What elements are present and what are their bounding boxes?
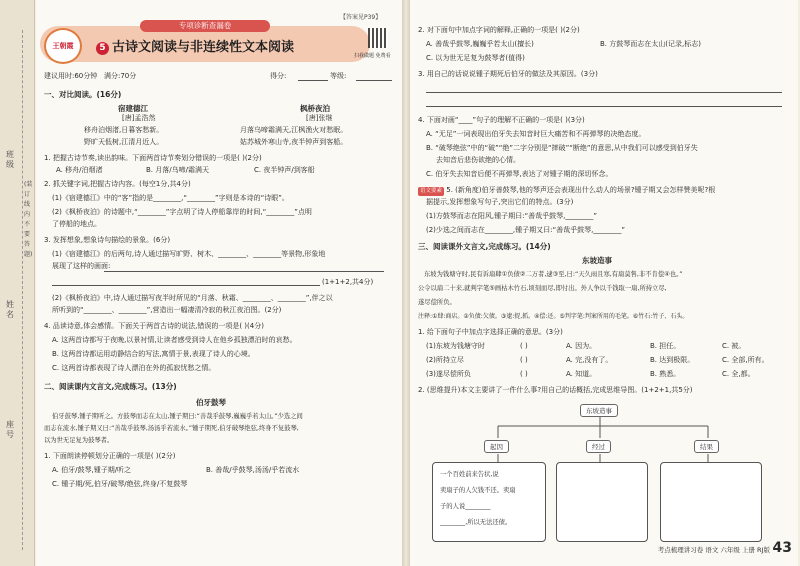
q10-1-b[interactable]: B. 担任。 <box>650 342 681 350</box>
cause-text-2: 卖扇子的人欠钱不还。卖扇 <box>440 487 516 494</box>
gutter-class-label: 班级 <box>6 150 14 169</box>
qr-note: 扫我做题 免费看 <box>354 53 391 59</box>
q8-option-c[interactable]: C. 伯牙失去知音后便不再弹琴,表达了对锺子期的深切怀念。 <box>426 170 613 178</box>
q10-blank2[interactable]: ( ) <box>520 356 528 364</box>
q10-1-c[interactable]: C. 被。 <box>722 342 746 350</box>
unit-number: 5 <box>96 42 109 55</box>
q3-points: (1+1+2,共4分) <box>322 278 374 286</box>
q5-option-b[interactable]: B. 善哉/乎鼓琴,汤汤/乎若流水 <box>206 466 300 474</box>
cause-text-1: 一个百姓前来告状,说 <box>440 471 499 478</box>
story-para2: 而志在流水,锺子期又曰:“善哉乎鼓琴,汤汤乎若流水。”锺子期死,伯牙破琴绝弦,终身不复鼓琴, <box>44 425 299 432</box>
q1-option-a[interactable]: A. 移舟/泊烟渚 <box>56 166 103 174</box>
story-para1: 伯牙鼓琴,锺子期听之。方鼓琴而志在太山,锺子期曰:“善哉乎鼓琴,巍巍乎若太山。”少选之间 <box>52 413 303 420</box>
q6-text: 2. 对下面句中加点字词的解释,正确的一项是( )(2分) <box>418 26 580 34</box>
q3-part1: (1)《宿建德江》的后两句,诗人通过描写旷野、树木、________、________等景物,形象地 <box>52 250 326 258</box>
q10-3-c[interactable]: C. 全,都。 <box>722 370 755 378</box>
section-3-heading: 三、阅读课外文言文,完成练习。(14分) <box>418 242 551 251</box>
q10-item2: (2)所持立尽 <box>426 356 464 364</box>
mind-map-result: 结果 <box>694 440 719 453</box>
q10-text: 1. 给下面句子中加点字选择正确的意思。(3分) <box>418 328 563 336</box>
q5-option-a[interactable]: A. 伯牙/鼓琴,锺子期/听之 <box>52 466 132 474</box>
q8-option-a[interactable]: A. “无足”一词表现出伯牙失去知音时巨大痛苦和不再弹琴的决绝态度。 <box>426 130 646 138</box>
q2-text: 2. 抓关键字词,把握古诗内容。(每空1分,共4分) <box>44 180 191 188</box>
q1-option-b[interactable]: B. 月落/乌啼/霜满天 <box>146 166 209 174</box>
poem2-line2: 姑苏城外寒山寺,夜半钟声到客船。 <box>240 138 348 146</box>
gutter-seat-label: 座号 <box>6 420 14 439</box>
footer-text: 考点梳理讲习卷 语文 六年级 上册 RJ版 <box>657 546 770 554</box>
q4-option-c[interactable]: C. 这两首诗都表现了诗人漂泊在外的孤寂忧愁之情。 <box>52 364 216 372</box>
q10-3-a[interactable]: A. 知道。 <box>566 370 597 378</box>
q9-text-cont: 据提示,发挥想象写句子,突出它们的特点。(3分) <box>426 198 574 206</box>
cause-text-4: ________,所以无法还债。 <box>440 519 512 526</box>
q2-part1: (1)《宿建德江》中的“客”指的是________,“________”字则是本诗的“诗眼”。 <box>52 194 289 202</box>
grade-blank[interactable] <box>356 80 392 81</box>
q10-blank3[interactable]: ( ) <box>520 370 528 378</box>
q1-option-c[interactable]: C. 夜半钟声/到客船 <box>254 166 315 174</box>
page-number: 43 <box>772 540 792 556</box>
q10-2-c[interactable]: C. 全部,所有。 <box>722 356 769 364</box>
q9-part2: (2)少选之间而志在________,锺子期又曰:“善哉乎鼓琴,________” <box>426 226 625 234</box>
cause-text-3: 子的人说________ <box>440 503 491 510</box>
q10-3-b[interactable]: B. 熟悉。 <box>650 370 681 378</box>
poem2-line1: 月落乌啼霜满天,江枫渔火对愁眠。 <box>240 126 348 134</box>
q1-text: 1. 把握古诗节奏,读出韵味。下面两首诗节奏划分错误的一项是( )(2分) <box>44 154 262 162</box>
q4-text: 4. 品读诗意,体会感情。下面关于两首古诗的说法,错误的一项是( )(4分) <box>44 322 264 330</box>
gutter-name-label: 姓名 <box>6 300 14 319</box>
q10-1-a[interactable]: A. 因为。 <box>566 342 597 350</box>
q8-option-b[interactable]: B. “破琴绝弦”中的“破”“绝”二字分别是“摔破”“断绝”的意思,从中我们可以感受到伯牙失 <box>426 144 698 152</box>
section-1-heading: 一、对比阅读。(16分) <box>44 90 122 99</box>
q2-part2-cont: 了停船的地点。 <box>52 220 101 228</box>
q3-text: 3. 发挥想象,想象诗句描绘的景象。(6分) <box>44 236 171 244</box>
footnote: 注释:①肆:商店。②负债:欠债。③逮:捉,抓。④偿:还。⑤判字笔:判案所用的毛笔。⑥竹石:竹子、石头。 <box>418 313 689 320</box>
q10-2-a[interactable]: A. 完,没有了。 <box>566 356 613 364</box>
answer-ref: 【答案见P39】 <box>340 14 382 21</box>
story2-para2: 公令以扇二十来,就判字笔⑤画枯木竹石,顷刻而尽,即付出。外人争以千钱取一扇,所持立尽, <box>418 285 667 292</box>
brand-logo: 王朝霞 <box>44 28 82 64</box>
story-para3: 以为世无足复为鼓琴者。 <box>44 437 114 444</box>
q3-part2-cont: 所听到的“________、________”,营造出一幅凄清冷寂的秋江夜泊图。(2分) <box>52 306 282 314</box>
title-text: 古诗文阅读与非连续性文本阅读 <box>112 40 295 55</box>
q6-option-a[interactable]: A. 善哉乎鼓琴,巍巍乎若太山(擅长) <box>426 40 534 48</box>
section-2-heading: 二、阅读课内文言文,完成练习。(13分) <box>44 382 177 391</box>
q4-option-b[interactable]: B. 这两首诗都运用动静结合的写法,寓情于景,表现了诗人的心境。 <box>52 350 255 358</box>
q9-tag: 语文要素 <box>420 188 443 194</box>
mind-map-process-box[interactable] <box>556 462 648 542</box>
poem2-author: [唐]张继 <box>306 114 333 122</box>
q4-option-a[interactable]: A. 这两首诗都写于夜晚,以景衬情,让读者感受到诗人在他乡孤独漂泊时的哀愁。 <box>52 336 297 344</box>
story2-para1: 东坡为钱塘守时,民有诉扇肆①负债②二万者,逮③至,曰:“天久雨且寒,有扇莫售,非不肯偿④也。” <box>424 271 683 278</box>
q7-text: 3. 用自己的话说说锺子期死后伯牙的做法及其原因。(3分) <box>418 70 598 78</box>
q5-text: 1. 下面朗读停顿划分正确的一项是( )(2分) <box>44 452 176 460</box>
q6-option-c[interactable]: C. 以为世无足复为鼓琴者(值得) <box>426 54 525 62</box>
poem1-line2: 野旷天低树,江清月近人。 <box>84 138 164 146</box>
score-blank[interactable] <box>298 80 328 81</box>
page-fold <box>402 0 410 566</box>
mind-map-process: 经过 <box>586 440 611 453</box>
gutter-note: (装订线内不要答题) <box>24 181 33 258</box>
q7-answer-line1[interactable] <box>426 92 782 93</box>
page-title <box>96 36 294 55</box>
q8-option-b-cont: 去知音后悲伤欲绝的心情。 <box>436 156 520 164</box>
q9-part1: (1)方鼓琴而志在阳风,锺子期曰:“善哉乎鼓琴,________” <box>426 212 597 220</box>
poem1-author: [唐]孟浩然 <box>122 114 156 122</box>
q3-answer-line2[interactable] <box>52 285 320 286</box>
q3-part2: (2)《枫桥夜泊》中,诗人通过描写夜半时所见的“月落、秋霜、________、________”,伴之以 <box>52 294 333 302</box>
q5-option-c[interactable]: C. 锺子期/死,伯牙/破琴/绝弦,终身/不复鼓琴 <box>52 480 188 488</box>
q10-2-b[interactable]: B. 达到极限。 <box>650 356 695 364</box>
poem1-title: 宿建德江 <box>118 104 148 113</box>
q9-text <box>418 186 715 196</box>
q6-option-b[interactable]: B. 方鼓琴而志在太山(记录,标志) <box>600 40 701 48</box>
q11-text: 2. (思维提升)本文主要讲了一件什么事?用自己的话概括,完成思维导图。(1+2+1,共5分) <box>418 386 693 394</box>
qr-code-icon[interactable] <box>368 28 388 48</box>
story2-para3: 遂尽偿所负。 <box>418 299 456 306</box>
q7-answer-line2[interactable] <box>426 106 782 107</box>
full-score: 满分:70分 <box>104 72 137 80</box>
binding-gutter <box>0 0 35 566</box>
q3-answer-line1[interactable] <box>104 271 384 272</box>
q10-blank1[interactable]: ( ) <box>520 342 528 350</box>
poem1-line1: 移舟泊烟渚,日暮客愁新。 <box>84 126 164 134</box>
story2-title: 东坡造事 <box>582 256 612 265</box>
q2-part2: (2)《枫桥夜泊》的诗题中,“________”字点明了诗人停船靠岸的时间,“________”点明 <box>52 208 312 216</box>
mind-map-root: 东坡造事 <box>580 404 618 417</box>
mind-map-result-box[interactable] <box>660 462 762 542</box>
q10-item3: (3)遂尽偿所负 <box>426 370 471 378</box>
q10-item1: (1)东坡为钱塘守时 <box>426 342 485 350</box>
suggested-time: 建议用时:60分钟 <box>44 72 98 80</box>
q3-part1-cont: 展现了这样的画面: <box>52 262 111 270</box>
mind-map-cause: 起因 <box>484 440 509 453</box>
q9-body: 5. (新角度)伯牙善鼓琴,他的琴声还会表现出什么动人的场景?锺子期又会怎样赞美呢?根 <box>446 186 716 194</box>
header-top-label: 专项诊断查漏卷 <box>140 20 270 32</box>
poem2-title: 枫桥夜泊 <box>300 104 330 113</box>
binding-line <box>22 30 23 550</box>
story-title: 伯牙鼓琴 <box>196 398 226 407</box>
score-label: 得分: <box>270 72 287 80</box>
grade-label: 等级: <box>330 72 347 80</box>
q8-text: 4. 下面对画“____”句子的理解不正确的一项是( )(3分) <box>418 116 585 124</box>
